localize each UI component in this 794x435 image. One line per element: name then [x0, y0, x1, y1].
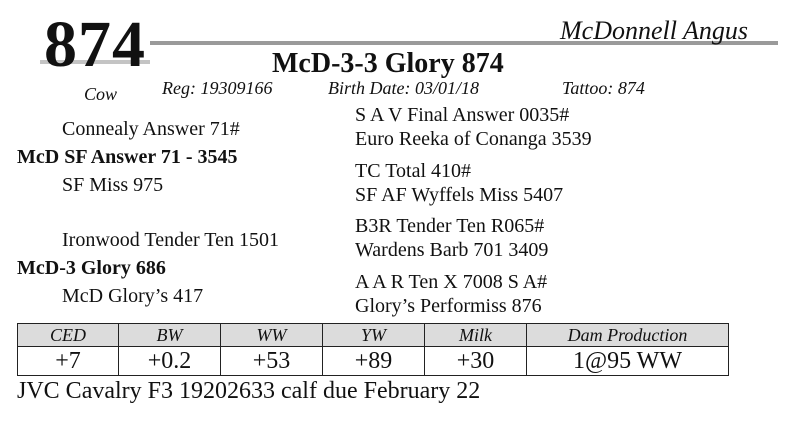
epd-header-bw: BW [119, 324, 221, 347]
dam-sire: Ironwood Tender Ten 1501 [62, 229, 279, 251]
epd-header-row [18, 324, 729, 347]
breeder-name: McDonnell Angus [560, 16, 748, 45]
sire-sire-dam: Euro Reeka of Conanga 3539 [355, 128, 592, 150]
tattoo: Tattoo: 874 [562, 78, 645, 98]
epd-value-bw: +0.2 [119, 347, 221, 376]
sex-label: Cow [84, 84, 118, 104]
epd-value-ced: +7 [18, 347, 119, 376]
epd-header-dam-production: Dam Production [527, 324, 729, 347]
sire-dam-sire: TC Total 410# [355, 160, 472, 182]
birth-date: Birth Date: 03/01/18 [328, 78, 479, 98]
epd-value-ww: +53 [221, 347, 323, 376]
dam-sire-sire: B3R Tender Ten R065# [355, 215, 545, 237]
sire-dam: SF Miss 975 [62, 174, 164, 196]
epd-value-yw: +89 [323, 347, 425, 376]
epd-value-milk: +30 [425, 347, 527, 376]
dam-sire-dam: Wardens Barb 701 3409 [355, 239, 549, 261]
sire-dam-dam: SF AF Wyffels Miss 5407 [355, 184, 564, 206]
footnote: JVC Cavalry F3 19202633 calf due February 22 [17, 378, 481, 404]
epd-header-ww: WW [221, 324, 323, 347]
epd-header-ced: CED [18, 324, 119, 347]
sire-sire-sire: S A V Final Answer 0035# [355, 104, 570, 126]
registration-number: Reg: 19309166 [162, 78, 273, 98]
epd-value-dam-production: 1@95 WW [527, 347, 729, 376]
animal-name: McD-3-3 Glory 874 [272, 48, 504, 79]
dam-dam-dam: Glory’s Performiss 876 [355, 295, 542, 317]
epd-table [17, 323, 729, 376]
dam: McD-3 Glory 686 [17, 257, 166, 279]
dam-dam: McD Glory’s 417 [62, 285, 204, 307]
epd-header-milk: Milk [425, 324, 527, 347]
lot-number: 874 [44, 8, 146, 81]
sire-sire: Connealy Answer 71# [62, 118, 240, 140]
epd-value-row [18, 347, 729, 376]
dam-dam-sire: A A R Ten X 7008 S A# [355, 271, 548, 293]
epd-header-yw: YW [323, 324, 425, 347]
sire: McD SF Answer 71 - 3545 [17, 146, 238, 168]
